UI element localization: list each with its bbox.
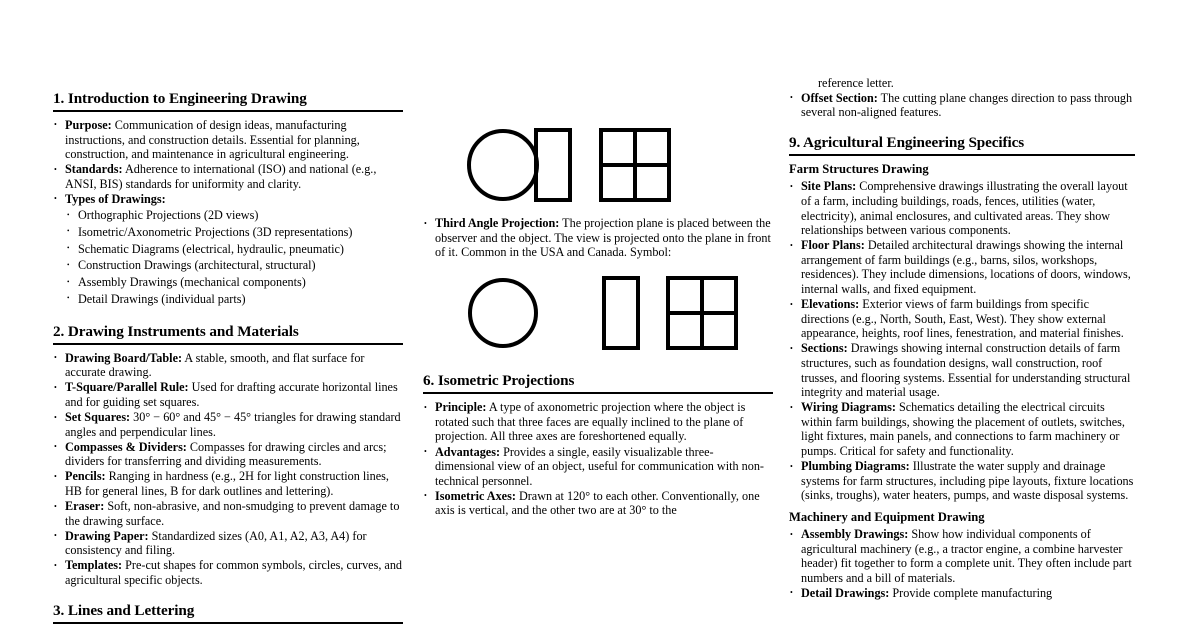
bullet-lead: Pencils: bbox=[65, 469, 106, 484]
bullet-lead: Assembly Drawings: bbox=[801, 527, 909, 541]
list-item bbox=[423, 400, 773, 444]
list-item bbox=[789, 238, 1135, 296]
bullet-text: 30° − 60° and 45° − 45° triangles for drawing standard angles and perpendicular lines. bbox=[65, 410, 401, 439]
section-heading-3: 3. Lines and Lettering bbox=[53, 602, 195, 620]
list-item bbox=[53, 380, 403, 409]
list-item bbox=[53, 440, 403, 469]
section1-sub-bullet-list bbox=[65, 208, 403, 307]
list-item bbox=[423, 445, 773, 489]
bullet-text: Illustrate the water supply and drainage systems for farm structures, including pipe layouts, fixture locations (sinks, troughs), water heaters, pumps, and waste disposal systems. bbox=[801, 459, 1134, 503]
list-item bbox=[789, 341, 1135, 399]
list-item bbox=[789, 586, 1135, 601]
section6-bullet-list bbox=[423, 400, 773, 518]
bullet-lead: Offset Section: bbox=[801, 90, 878, 105]
rectangle-shape bbox=[536, 130, 570, 200]
bullet-text: Soft, non-abrasive, and non-smudging to prevent damage to the drawing surface. bbox=[65, 499, 400, 528]
section-heading-2: 2. Drawing Instruments and Materials bbox=[53, 322, 299, 340]
list-item bbox=[53, 192, 403, 307]
spacer bbox=[53, 588, 403, 602]
list-item bbox=[53, 162, 403, 191]
right-column bbox=[789, 0, 1135, 626]
bullet-text: Detailed architectural drawings showing the internal arrangement of farm buildings (e.g., barns, silos, workshops, residences). They include dimensions, locations of doors, windows, internal walls, and fixed equipment. bbox=[801, 238, 1131, 296]
bullet-lead: Floor Plans: bbox=[801, 238, 865, 253]
circle-shape bbox=[470, 280, 536, 346]
bullet-text: A type of axonometric projection where the object is rotated such that three faces are equally inclined to the plane of projection. All three axes are foreshortened equally. bbox=[435, 400, 746, 444]
list-item: • Isometric/Axonometric Projections (3D representations) bbox=[65, 225, 403, 240]
third-angle-projection-figure bbox=[423, 260, 773, 372]
bullet-text: Ranging in hardness (e.g., 2H for light construction lines, HB for general lines, B for dark outlines and lettering). bbox=[65, 469, 389, 498]
heading-rule bbox=[53, 622, 403, 624]
section-heading-1: 1. Introduction to Engineering Drawing bbox=[53, 90, 307, 107]
bullet-lead: Standards: bbox=[65, 162, 123, 177]
list-item bbox=[53, 529, 403, 558]
section1-bullet-list bbox=[53, 118, 403, 307]
list-item bbox=[423, 489, 773, 518]
list-item: • Detail Drawings (individual parts) bbox=[65, 292, 403, 307]
subsection-heading-machinery: Machinery and Equipment Drawing bbox=[789, 509, 985, 524]
bullet-text: Schematics detailing the electrical circuits within farm buildings, showing the placement of outlets, switches, light fixtures, main panels, and connections to farm machinery or pumps. Critical for safety and functionality. bbox=[801, 400, 1125, 459]
bullet-lead: Compasses & Dividers: bbox=[65, 439, 187, 454]
bullet-text: Comprehensive drawings illustrating the overall layout of a farm, including buildings, roads, fences, utilities (water, electricity), animal enclosures, and cultivated areas. They show relationships between various components. bbox=[801, 179, 1128, 238]
list-item bbox=[789, 297, 1135, 341]
list-item bbox=[789, 179, 1135, 237]
bullet-text: Communication of design ideas, manufacturing instructions, and construction details. Essential for planning, construction, and maintenance in agricultural engineering. bbox=[65, 117, 360, 162]
bullet-lead: Plumbing Diagrams: bbox=[801, 459, 910, 474]
bullet-lead: Sections: bbox=[801, 341, 848, 356]
middle-column bbox=[423, 0, 773, 626]
bullet-lead: Purpose: bbox=[65, 117, 112, 132]
list-item: • Assembly Drawings (mechanical components) bbox=[65, 275, 403, 290]
bullet-text: Pre-cut shapes for common symbols, circles, curves, and agricultural specific objects. bbox=[65, 558, 403, 588]
list-item: • Schematic Diagrams (electrical, hydraulic, pneumatic) bbox=[65, 242, 403, 257]
bullet-lead: Site Plans: bbox=[801, 179, 857, 194]
list-item bbox=[789, 527, 1135, 585]
bullet-lead: T-Square/Parallel Rule: bbox=[65, 380, 189, 395]
list-item: • Construction Drawings (architectural, structural) bbox=[65, 258, 403, 273]
first-angle-projection-figure bbox=[423, 90, 773, 216]
bullet-text: Adherence to international (ISO) and national (e.g., ANSI, BIS) standards for uniformity and clarity. bbox=[65, 162, 377, 191]
bullet-lead: Drawing Board/Table: bbox=[65, 350, 183, 365]
bullet-text: Provide complete manufacturing bbox=[889, 585, 1053, 600]
bullet-lead: Set Squares: bbox=[65, 410, 131, 424]
bullet-lead: Wiring Diagrams: bbox=[801, 400, 896, 415]
bullet-lead: Eraser: bbox=[65, 499, 105, 514]
bullet-text: Used for drafting accurate horizontal lines and for guiding set squares. bbox=[65, 380, 398, 409]
bullet-text: The projection plane is placed between the observer and the object. The view is projected onto the plane in front of it. Common in the USA and Canada. Symbol: bbox=[435, 216, 771, 260]
bullet-text: Exterior views of farm buildings from specific directions (e.g., North, South, East, West). They show external appearance, heights, roof lines, fenestration, and material finishes. bbox=[801, 297, 1124, 341]
bullet-text: Provides a single, easily visualizable three-dimensional view of an object, useful for communication with non-technical personnel. bbox=[435, 444, 764, 488]
list-item bbox=[789, 91, 1135, 120]
bullet-text: Drawings showing internal construction details of farm structures, such as foundation designs, wall construction, roof trusses, and flooring systems. Essential for understanding structural integrity and material usage. bbox=[801, 341, 1131, 400]
circle-shape bbox=[469, 131, 537, 199]
section-heading-6: 6. Isometric Projections bbox=[423, 372, 575, 390]
list-item bbox=[789, 459, 1135, 503]
section-heading-9: 9. Agricultural Engineering Specifics bbox=[789, 134, 1025, 152]
bullet-text: Drawn at 120° to each other. Conventionally, one axis is vertical, and the other two are at 30° to the bbox=[435, 488, 760, 518]
list-item bbox=[53, 469, 403, 498]
bullet-lead: Elevations: bbox=[801, 297, 860, 312]
subsection-heading-farm-structures: Farm Structures Drawing bbox=[789, 162, 929, 177]
offset-section-list bbox=[789, 91, 1135, 120]
rectangle-shape bbox=[604, 278, 638, 348]
spacer bbox=[53, 309, 403, 323]
list-item bbox=[789, 400, 1135, 458]
machinery-bullet-list bbox=[789, 527, 1135, 600]
heading-rule bbox=[789, 154, 1135, 156]
heading-rule bbox=[423, 392, 773, 394]
list-item bbox=[423, 216, 773, 260]
bullet-text: Compasses for drawing circles and arcs; dividers for transferring and dividing measurements. bbox=[65, 439, 387, 469]
bullet-lead: Isometric Axes: bbox=[435, 488, 516, 503]
list-item bbox=[53, 558, 403, 587]
list-item bbox=[53, 410, 403, 439]
third-angle-bullet-list bbox=[423, 216, 773, 260]
spacer bbox=[789, 120, 1135, 134]
list-item: • Orthographic Projections (2D views) bbox=[65, 208, 403, 223]
bullet-text: The cutting plane changes direction to pass through several non-aligned features. bbox=[801, 90, 1133, 120]
bullet-lead: Types of Drawings: bbox=[65, 191, 166, 206]
bullet-lead: Advantages: bbox=[435, 444, 501, 459]
bullet-text: Show how individual components of agricultural machinery (e.g., a tractor engine, a combine harvester header) fit together to form a complete unit. They often include part numbers and a bill of materials. bbox=[801, 527, 1132, 585]
list-item bbox=[53, 499, 403, 528]
bullet-lead: Drawing Paper: bbox=[65, 528, 149, 543]
left-column bbox=[53, 0, 403, 626]
farm-structures-bullet-list bbox=[789, 179, 1135, 503]
bullet-lead: Detail Drawings: bbox=[801, 585, 890, 600]
heading-rule bbox=[53, 343, 403, 345]
bullet-lead: Templates: bbox=[65, 558, 123, 573]
list-item bbox=[53, 351, 403, 380]
bullet-lead: Principle: bbox=[435, 400, 487, 415]
bullet-text: Standardized sizes (A0, A1, A2, A3, A4) for consistency and filing. bbox=[65, 528, 367, 558]
list-item bbox=[53, 118, 403, 162]
bullet-text: A stable, smooth, and flat surface for accurate drawing. bbox=[65, 350, 365, 380]
section2-bullet-list bbox=[53, 351, 403, 588]
continuation-text: reference letter. bbox=[818, 76, 894, 90]
heading-rule bbox=[53, 110, 403, 112]
bullet-lead: Third Angle Projection: bbox=[435, 216, 560, 230]
